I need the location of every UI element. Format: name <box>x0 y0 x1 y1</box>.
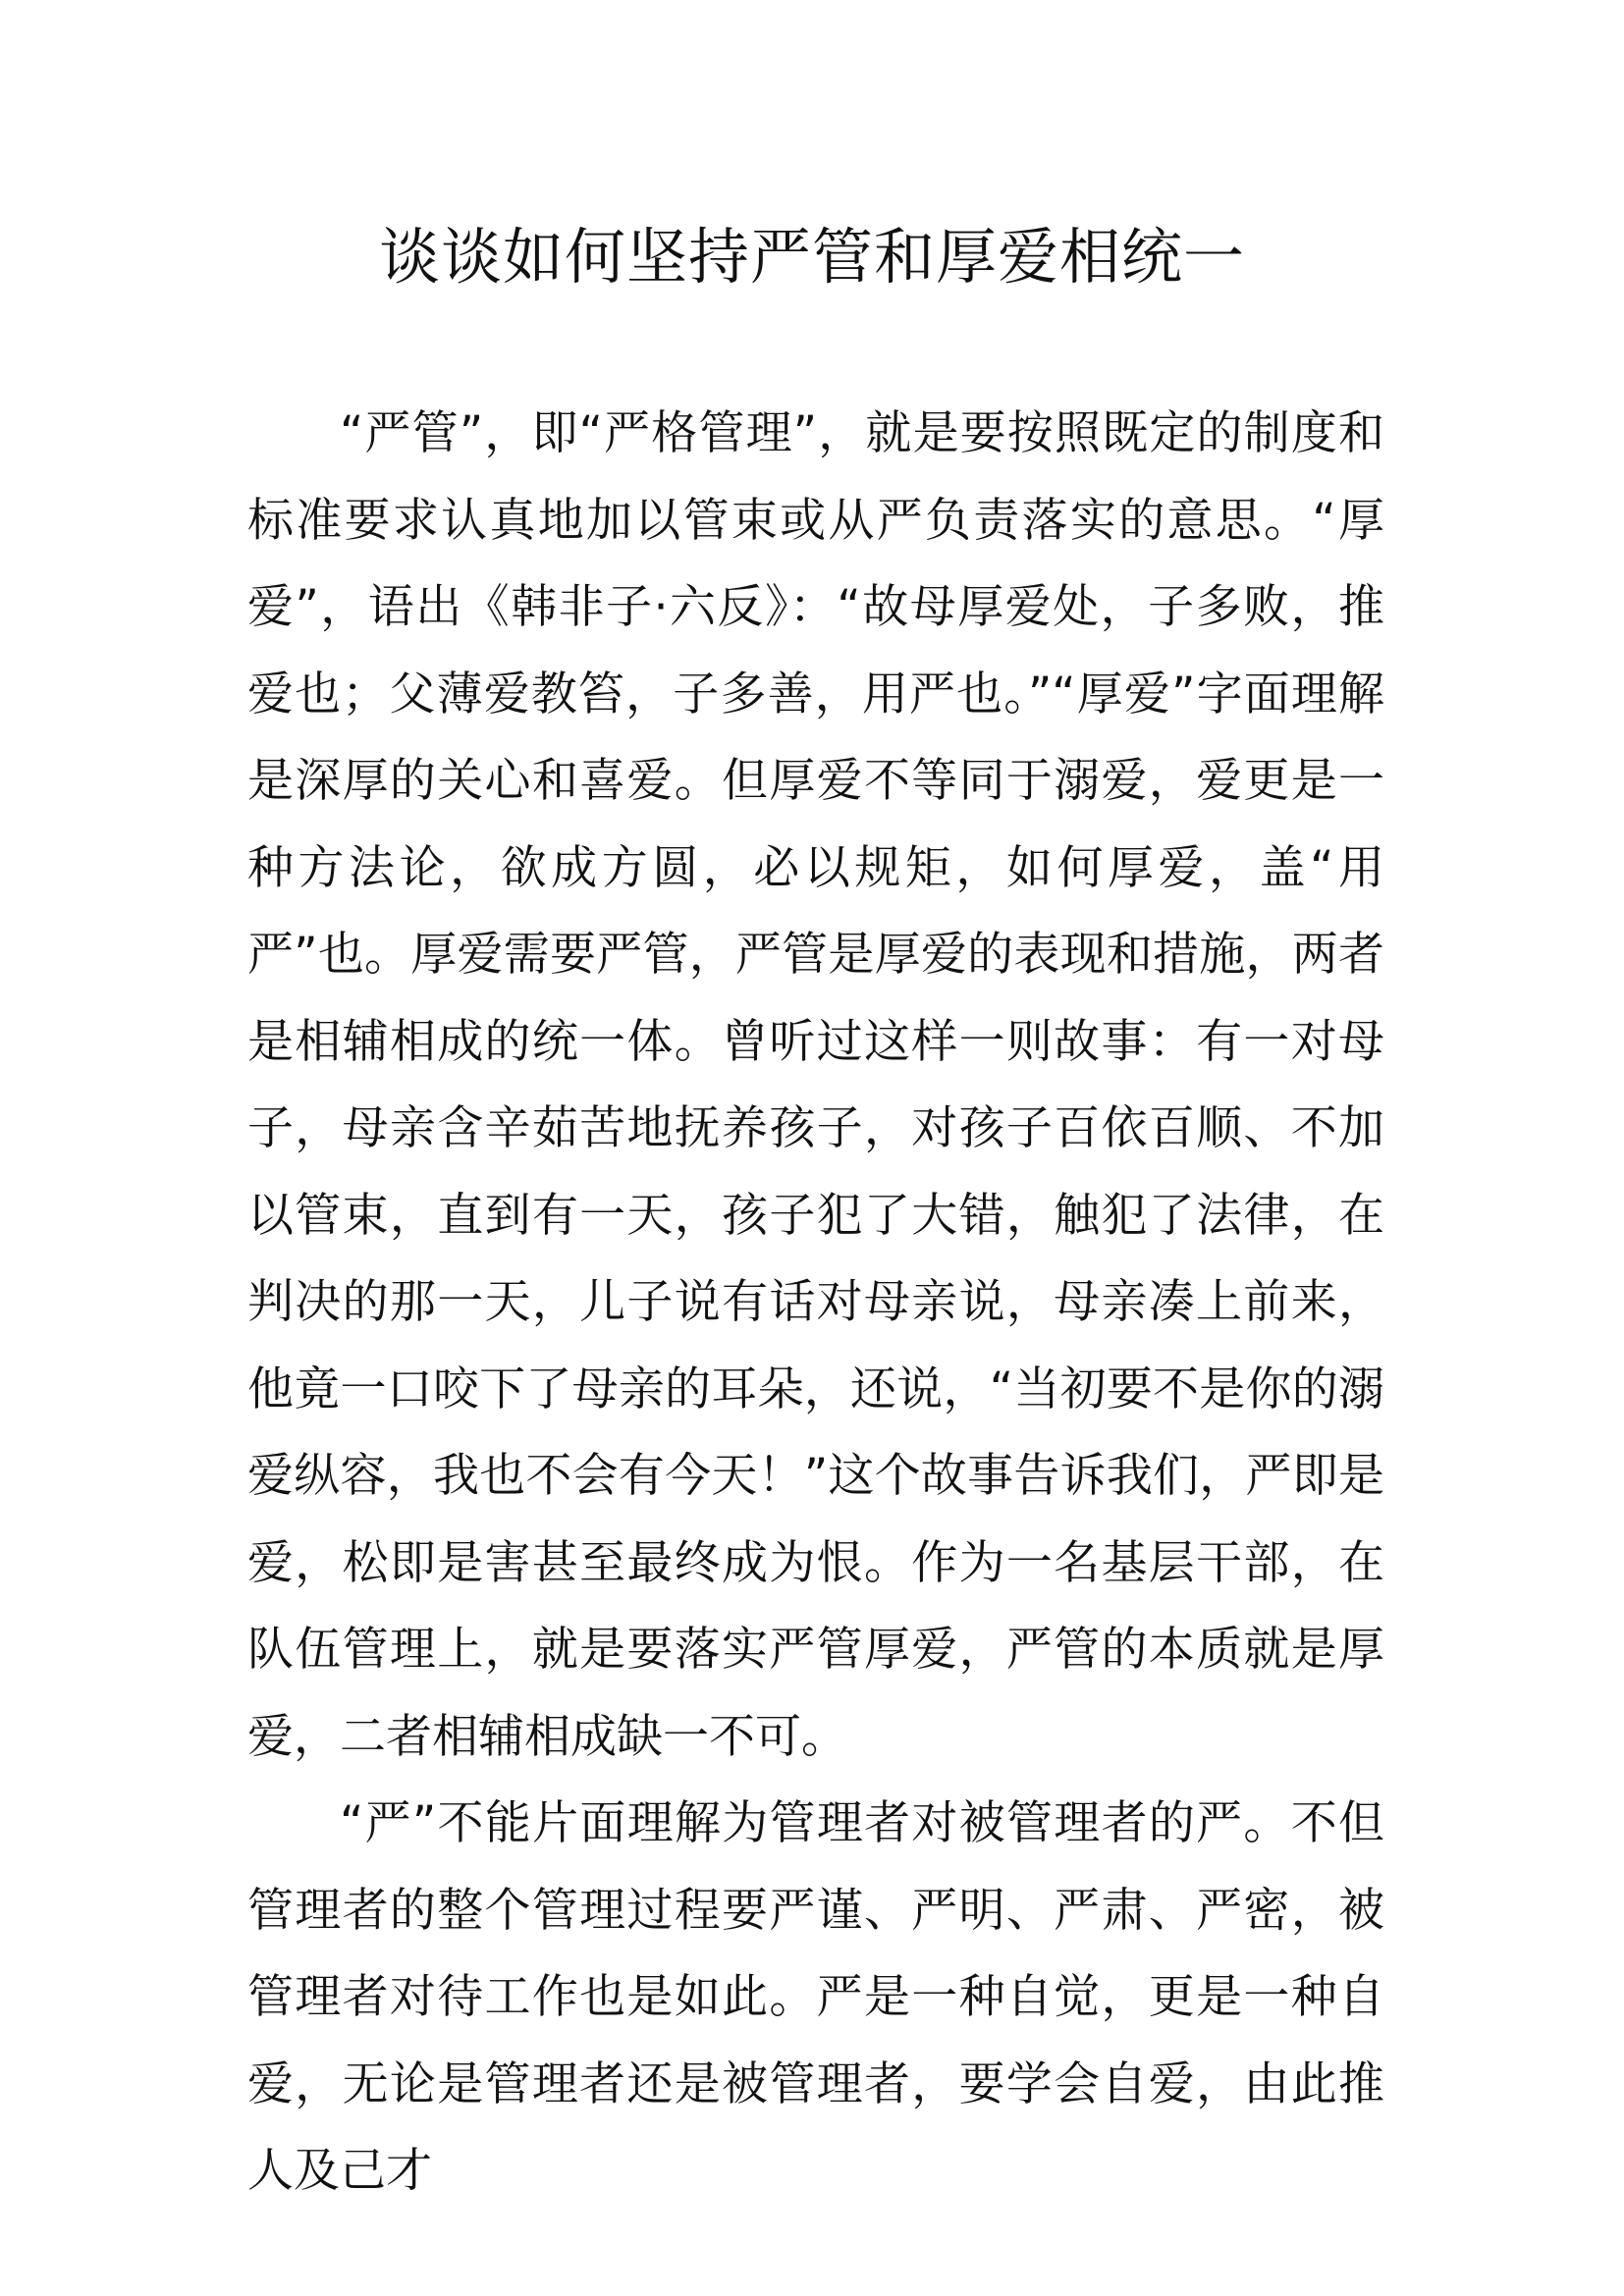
document-title: 谈谈如何坚持严管和厚爱相统一 <box>378 221 1245 293</box>
paragraph-2: “严”不能片面理解为管理者对被管理者的严。不但管理者的整个管理过程要严谨、严明、严肃、严密，被管理者对待工作也是如此。严是一种自觉，更是一种自爱，无论是管理者还是被管理者，要学会自爱，由此推人及己才 <box>247 1796 1384 2198</box>
paragraph-1: “严管”，即“严格管理”，就是要按照既定的制度和标准要求认真地加以管束或从严负责落实的意思。“厚爱”，语出《韩非子·六反》：“故母厚爱处，子多败，推爱也；父薄爱教笞，子多善，用严也。”“厚爱”字面理解是深厚的关心和喜爱。但厚爱不等同于溺爱，爱更是一种方法论，欲成方圆，必以规矩，如何厚爱，盖“用严”也。厚爱需要严管，严管是厚爱的表现和措施，两者是相辅相成的统一体。曾听过这样一则故事：有一对母子，母亲含辛茹苦地抚养孩子，对孩子百依百顺、不加以管束，直到有一天，孩子犯了大错，触犯了法律，在判决的那一天，儿子说有话对母亲说，母亲凑上前来，他竟一口咬下了母亲的耳朵，还说，“当初要不是你的溺爱纵容，我也不会有今天！”这个故事告诉我们，严即是爱，松即是害甚至最终成为恨。作为一名基层干部，在队伍管理上，就是要落实严管厚爱，严管的本质就是厚爱，二者相辅相成缺一不可。 <box>247 406 1384 1764</box>
document-body <box>247 391 1384 2216</box>
